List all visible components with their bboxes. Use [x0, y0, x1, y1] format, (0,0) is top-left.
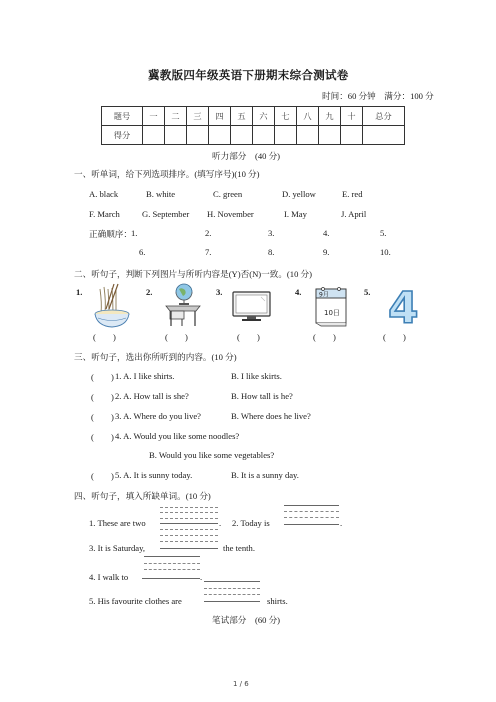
q1-answer-number: 5.	[380, 228, 387, 238]
score-table-score-row	[102, 126, 405, 145]
q3-option-a: 1. A. I like shirts.	[115, 371, 175, 381]
writing-guide-line	[160, 518, 218, 519]
q3-option-b: B. How tall is he?	[231, 391, 293, 401]
q1-option: H. November	[207, 209, 254, 219]
q1-option: G. September	[142, 209, 190, 219]
q3-option-a: 3. A. Where do you live?	[115, 411, 201, 421]
q4-sentence-start: 5. His favourite clothes are	[89, 596, 182, 606]
answer-blank[interactable]	[284, 524, 339, 525]
score-input-cell[interactable]	[253, 126, 275, 145]
q4-title: 四、听句子，填入所缺单词。(10 分)	[74, 491, 211, 501]
q1-option: C. green	[213, 189, 243, 199]
q3-option-b: B. I like skirts.	[231, 371, 282, 381]
q4-sentence-start: 1. These are two	[89, 518, 146, 528]
table-cell: 五	[231, 107, 253, 126]
table-cell: 八	[297, 107, 319, 126]
q4-sentence-end: .	[219, 518, 222, 528]
q4-sentence-end: the tenth.	[223, 543, 255, 553]
q1-option: B. white	[146, 189, 176, 199]
digit-text: 4	[388, 283, 419, 327]
answer-bracket[interactable]: ( )	[237, 332, 260, 342]
time-info: 时间：60 分钟 满分：100 分	[322, 91, 434, 101]
writing-guide-line	[160, 529, 218, 530]
q1-option: J. April	[341, 209, 367, 219]
score-input-cell[interactable]	[319, 126, 341, 145]
table-cell: 九	[319, 107, 341, 126]
answer-blank[interactable]	[204, 601, 260, 602]
q1-answer-number: 3.	[268, 228, 275, 238]
writing-guide-line	[144, 569, 200, 570]
q1-option: I. May	[284, 209, 307, 219]
table-cell: 总分	[363, 107, 405, 126]
calendar-icon	[313, 285, 349, 327]
writing-guide-line	[204, 588, 260, 589]
q2-picture-label: 3.	[216, 287, 223, 297]
q1-answer-number: 9.	[323, 247, 330, 257]
q4-sentence-end: shirts.	[267, 596, 288, 606]
answer-bracket[interactable]: ( )	[91, 412, 114, 422]
q3-title: 三、听句子，选出你所听到的内容。(10 分)	[74, 352, 237, 362]
table-cell: 七	[275, 107, 297, 126]
score-input-cell[interactable]	[231, 126, 253, 145]
q3-option-b: B. It is a sunny day.	[231, 470, 299, 480]
score-input-cell[interactable]	[165, 126, 187, 145]
q1-option: E. red	[342, 189, 363, 199]
score-input-cell[interactable]	[143, 126, 165, 145]
noodles-icon	[92, 283, 132, 329]
score-input-cell[interactable]	[187, 126, 209, 145]
q1-answer-number: 8.	[268, 247, 275, 257]
q4-sentence-start: 2. Today is	[232, 518, 270, 528]
writing-guide-line	[160, 541, 218, 542]
writing-guide-line	[284, 517, 339, 518]
q3-option-b: B. Would you like some vegetables?	[149, 450, 275, 460]
q3-option-a: 2. A. How tall is she?	[115, 391, 189, 401]
writing-guide-line	[284, 511, 339, 512]
q2-picture-label: 1.	[76, 287, 83, 297]
calendar-month-text: 9月	[319, 291, 329, 299]
answer-bracket[interactable]: ( )	[313, 332, 336, 342]
listening-heading: 听力部分 (40 分)	[212, 151, 281, 161]
score-table	[101, 106, 405, 145]
written-heading: 笔试部分 (60 分)	[212, 615, 281, 625]
q1-title: 一、听单词，给下列选项排序。(填写序号)(10 分)	[74, 169, 260, 179]
score-input-cell[interactable]	[363, 126, 405, 145]
writing-guide-line	[284, 505, 339, 506]
writing-guide-line	[204, 594, 260, 595]
q1-answer-number: 2.	[205, 228, 212, 238]
q1-order-label: 正确顺序：	[89, 229, 132, 239]
q3-option-a: 5. A. It is sunny today.	[115, 470, 193, 480]
q1-answer-number: 7.	[205, 247, 212, 257]
q4-sentence-end: .	[340, 518, 343, 528]
score-input-cell[interactable]	[341, 126, 363, 145]
q2-picture-label: 2.	[146, 287, 153, 297]
answer-bracket[interactable]: ( )	[383, 332, 406, 342]
answer-blank[interactable]	[160, 523, 218, 524]
q1-answer-number: 1.	[131, 228, 138, 238]
writing-guide-line	[160, 512, 218, 513]
tv-icon	[231, 290, 273, 324]
q1-option: F. March	[89, 209, 120, 219]
answer-bracket[interactable]: ( )	[91, 392, 114, 402]
q2-picture-label: 4.	[295, 287, 302, 297]
q2-picture-label: 5.	[364, 287, 371, 297]
table-cell: 一	[143, 107, 165, 126]
score-table-header-row	[102, 107, 405, 126]
q1-answer-number: 6.	[139, 247, 146, 257]
answer-blank[interactable]	[160, 548, 218, 549]
writing-guide-line	[144, 563, 200, 564]
table-cell: 四	[209, 107, 231, 126]
table-cell: 题号	[102, 107, 143, 126]
page-number: 1 / 6	[233, 680, 249, 688]
q2-title: 二、听句子，判断下列图片与所听内容是(Y)否(N)一致。(10 分)	[74, 269, 312, 279]
q4-sentence-start: 4. I walk to	[89, 572, 129, 582]
exam-title: 冀教版四年级英语下册期末综合测试卷	[148, 70, 349, 82]
table-cell: 十	[341, 107, 363, 126]
writing-guide-line	[160, 507, 218, 508]
score-input-cell[interactable]	[209, 126, 231, 145]
answer-bracket[interactable]: ( )	[165, 332, 188, 342]
answer-blank[interactable]	[142, 578, 200, 579]
writing-guide-line	[204, 581, 260, 582]
table-cell: 三	[187, 107, 209, 126]
table-cell: 六	[253, 107, 275, 126]
q4-sentence-start: 3. It is Saturday,	[89, 543, 146, 553]
q1-answer-number: 4.	[323, 228, 330, 238]
desk-globe-icon	[162, 282, 204, 328]
score-input-cell[interactable]	[275, 126, 297, 145]
writing-guide-line	[160, 535, 218, 536]
answer-bracket[interactable]: ( )	[91, 471, 114, 481]
table-cell: 二	[165, 107, 187, 126]
q1-option: A. black	[89, 189, 119, 199]
writing-guide-line	[144, 556, 200, 557]
answer-bracket[interactable]: ( )	[93, 332, 116, 342]
calendar-day-text: 10日	[324, 309, 340, 317]
q3-option-a: 4. A. Would you like some noodles?	[115, 431, 240, 441]
answer-bracket[interactable]: ( )	[91, 372, 114, 382]
score-input-cell[interactable]	[297, 126, 319, 145]
q4-sentence-end: .	[200, 572, 203, 582]
answer-bracket[interactable]: ( )	[91, 432, 114, 442]
q3-option-b: B. Where does he live?	[231, 411, 311, 421]
number-four-icon	[386, 283, 420, 327]
q1-answer-number: 10.	[380, 247, 391, 257]
table-cell: 得分	[102, 126, 143, 145]
q1-option: D. yellow	[282, 189, 316, 199]
